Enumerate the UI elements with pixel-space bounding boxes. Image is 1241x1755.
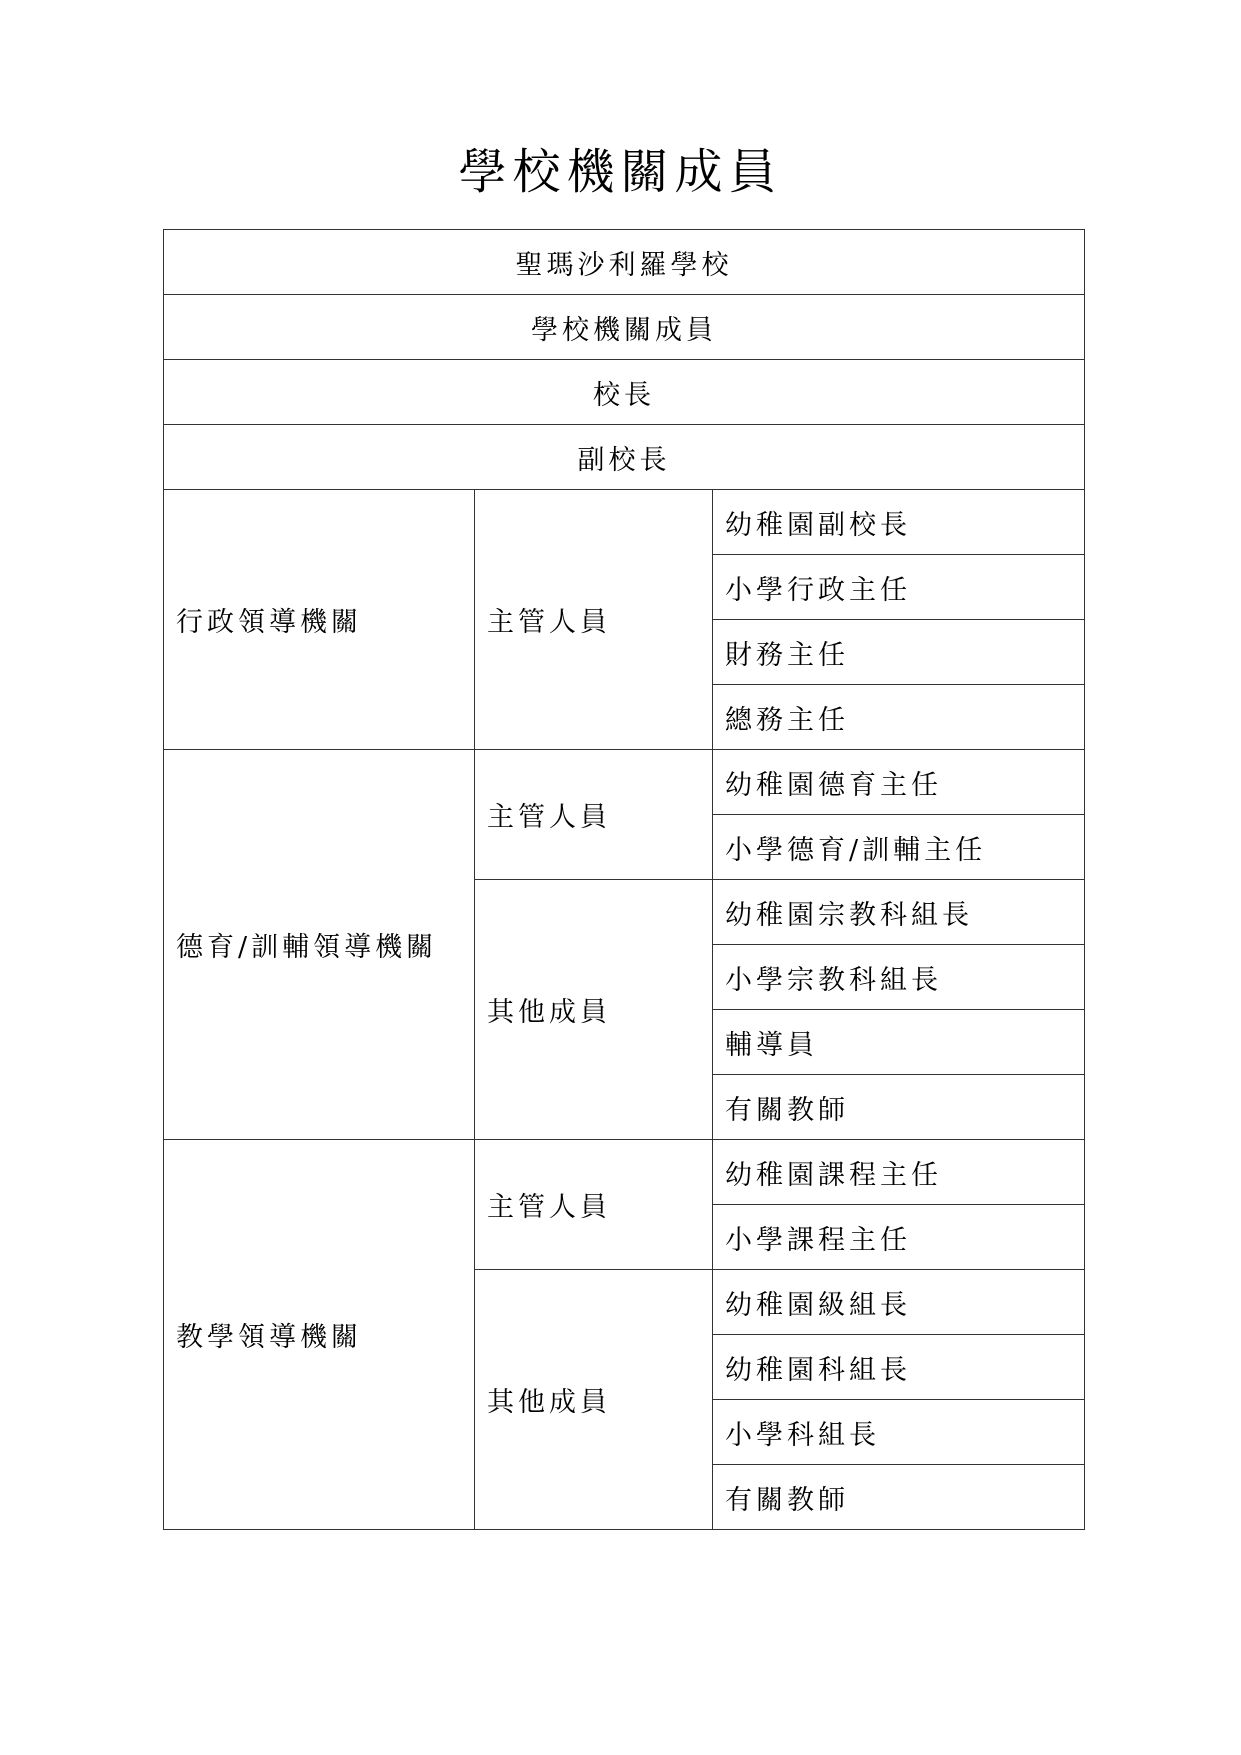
member-cell: 幼稚園德育主任 — [713, 750, 1085, 815]
table-row — [164, 230, 1085, 295]
table-row — [164, 295, 1085, 360]
member-cell: 幼稚園副校長 — [713, 490, 1085, 555]
role-cell: 主管人員 — [475, 750, 713, 880]
table-row — [164, 750, 1085, 815]
table-row — [164, 425, 1085, 490]
role-cell: 其他成員 — [475, 1270, 713, 1530]
school-name-cell: 聖瑪沙利羅學校 — [164, 230, 1085, 295]
member-cell: 幼稚園科組長 — [713, 1335, 1085, 1400]
member-cell: 幼稚園級組長 — [713, 1270, 1085, 1335]
member-cell: 小學行政主任 — [713, 555, 1085, 620]
member-cell: 幼稚園宗教科組長 — [713, 880, 1085, 945]
member-cell: 小學宗教科組長 — [713, 945, 1085, 1010]
member-cell: 有關教師 — [713, 1075, 1085, 1140]
member-cell: 財務主任 — [713, 620, 1085, 685]
section-name-cell: 德育/訓輔領導機關 — [164, 750, 475, 1140]
member-cell: 小學課程主任 — [713, 1205, 1085, 1270]
member-cell: 有關教師 — [713, 1465, 1085, 1530]
org-members-table — [163, 229, 1085, 1530]
member-cell: 小學科組長 — [713, 1400, 1085, 1465]
table-row — [164, 1140, 1085, 1205]
member-cell: 輔導員 — [713, 1010, 1085, 1075]
page-title: 學校機關成員 — [458, 144, 783, 200]
section-name-cell: 行政領導機關 — [164, 490, 475, 750]
principal-cell: 校長 — [164, 360, 1085, 425]
table-heading-cell: 學校機關成員 — [164, 295, 1085, 360]
role-cell: 主管人員 — [475, 1140, 713, 1270]
role-cell: 主管人員 — [475, 490, 713, 750]
table-row — [164, 360, 1085, 425]
member-cell: 小學德育/訓輔主任 — [713, 815, 1085, 880]
role-cell: 其他成員 — [475, 880, 713, 1140]
section-name-cell: 教學領導機關 — [164, 1140, 475, 1530]
vice-principal-cell: 副校長 — [164, 425, 1085, 490]
table-row — [164, 490, 1085, 555]
member-cell: 幼稚園課程主任 — [713, 1140, 1085, 1205]
member-cell: 總務主任 — [713, 685, 1085, 750]
